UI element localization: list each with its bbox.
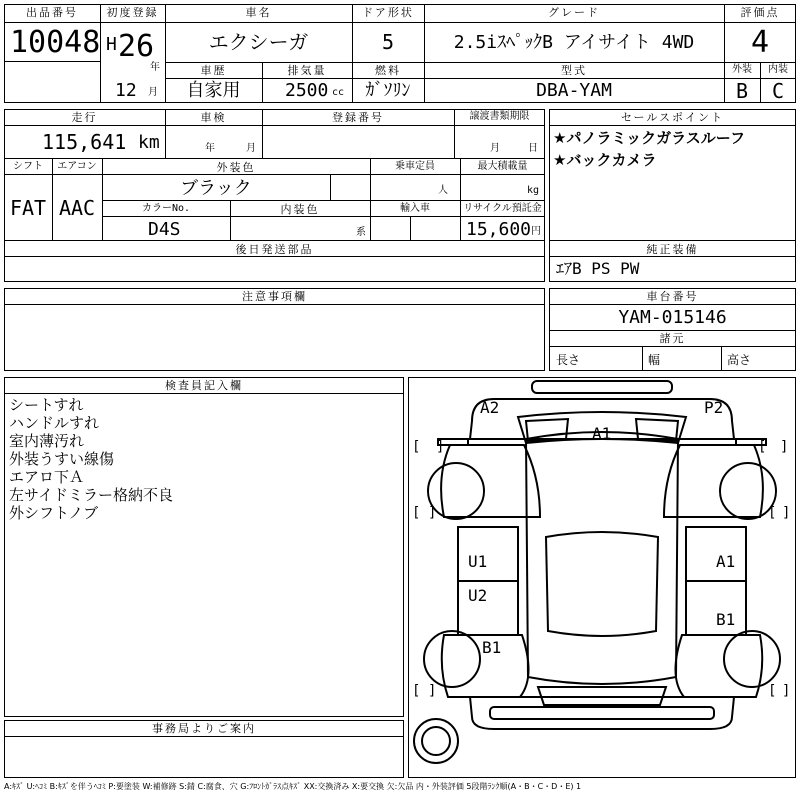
color-no-label: カラーNo.: [141, 203, 191, 214]
sales-label: セールスポイント: [620, 111, 724, 124]
reg-year: 26: [118, 29, 155, 64]
sales-point-2: ★バックカメラ: [553, 151, 657, 169]
disp-value: 2500: [285, 80, 329, 101]
svg-text:[: [: [768, 505, 777, 521]
int-color-unit: 系: [356, 227, 366, 238]
import-label: 輸入車: [400, 203, 430, 214]
ac-value: AAC: [58, 196, 96, 220]
disp-unit: cc: [332, 87, 345, 98]
load-label: 最大積載量: [477, 161, 528, 172]
shift-value: FAT: [9, 196, 47, 220]
length-label: 長さ: [556, 353, 581, 367]
capacity-label: 乗車定員: [395, 161, 435, 172]
frame-label: 車台番号: [646, 290, 699, 303]
mark-door-left-rear: U2: [468, 586, 488, 605]
svg-text:]: ]: [780, 439, 789, 455]
office-label: 事務局よりご案内: [152, 722, 256, 735]
recycle-value: 15,600: [466, 219, 532, 240]
color-label: 外装色: [216, 161, 256, 174]
svg-text:[: [: [412, 505, 421, 521]
mark-front-left: A2: [480, 398, 500, 417]
mark-rear-left: B1: [482, 638, 502, 657]
mileage-unit: km: [138, 132, 160, 153]
caution-label: 注意事項欄: [242, 290, 307, 303]
inspector-line: 室内薄汚れ: [9, 432, 85, 450]
frame-number: YAM-015146: [618, 307, 727, 328]
svg-text:[: [: [412, 683, 421, 699]
mark-door-left-front: U1: [468, 552, 488, 571]
disp-label: 排気量: [287, 64, 327, 77]
mark-rear-right: B1: [716, 610, 736, 629]
ac-label: エアコン: [57, 161, 97, 172]
name-label: 車名: [245, 6, 272, 19]
reg-label: 初度登録: [106, 6, 159, 19]
svg-text:[: [: [412, 439, 421, 455]
grade-value: 2.5iｽﾍﾟｯｸB アイサイト 4WD: [453, 32, 695, 53]
recycle-unit: 円: [531, 226, 541, 237]
car-diagram: [408, 377, 796, 778]
inspector-line: 外シフトノブ: [9, 504, 99, 522]
svg-text:[: [: [758, 439, 767, 455]
inspector-label: 検査員記入欄: [165, 379, 243, 392]
inspector-line: シートすれ: [9, 396, 84, 414]
height-label: 高さ: [727, 353, 752, 367]
transfer-month-unit: 月: [490, 143, 500, 154]
inspection-label: 車検: [200, 111, 227, 124]
inspector-line: エアロ下Ａ: [9, 468, 85, 486]
inspector-line: 左サイドミラー格納不良: [9, 486, 173, 504]
load-unit: kg: [527, 185, 540, 196]
sales-point-1: ★パノラミックガラスルーフ: [553, 129, 745, 147]
mark-front-right: P2: [704, 398, 724, 417]
int-label: 内装: [768, 64, 788, 75]
svg-text:]: ]: [782, 505, 791, 521]
door-label: ドア形状: [362, 6, 414, 19]
equip-value: ｴｱB PS PW: [556, 259, 640, 278]
inspector-notes: [9, 396, 399, 522]
lot-number: 10048: [10, 25, 101, 60]
dims-label: 諸元: [659, 332, 686, 345]
int-value: C: [771, 79, 785, 103]
fuel-value: ｶﾞｿﾘﾝ: [365, 80, 411, 101]
lot-label: 出品番号: [26, 6, 78, 19]
later-parts-label: 後日発送部品: [235, 243, 314, 256]
inspection-year-unit: 年: [205, 143, 215, 154]
grade-label: グレード: [548, 6, 600, 19]
transfer-day-unit: 日: [528, 143, 538, 154]
equip-label: 純正装備: [646, 243, 699, 256]
int-color-label: 内装色: [280, 203, 320, 216]
score-label: 評価点: [740, 6, 780, 19]
svg-text:[: [: [768, 683, 777, 699]
door-count: 5: [381, 30, 395, 54]
mileage-value: 115,641: [42, 130, 127, 154]
shift-label: シフト: [13, 161, 43, 172]
fuel-label: 燃料: [375, 64, 401, 77]
capacity-unit: 人: [438, 185, 448, 196]
svg-text:]: ]: [436, 439, 445, 455]
inspector-line: 外装うすい線傷: [9, 450, 115, 468]
history-label: 車歴: [200, 64, 227, 77]
reg-era: H: [106, 34, 117, 55]
ext-value: B: [735, 79, 749, 103]
model-label: 型式: [561, 64, 587, 77]
plate-label: 登録番号: [332, 111, 384, 124]
transfer-label: 譲渡書類期限: [469, 111, 530, 122]
svg-text:]: ]: [428, 683, 437, 699]
mark-door-right-front: A1: [716, 552, 736, 571]
reg-year-unit: 年: [150, 62, 160, 73]
model-value: DBA-YAM: [536, 80, 612, 101]
history-value: 自家用: [186, 80, 241, 101]
car-name: エクシーガ: [208, 30, 309, 54]
reg-month-unit: 月: [148, 87, 158, 98]
color-no-value: D4S: [148, 219, 181, 240]
inspector-line: ハンドルすれ: [9, 414, 100, 432]
width-label: 幅: [648, 353, 661, 367]
reg-month: 12: [115, 80, 137, 101]
color-value: ブラック: [180, 178, 252, 199]
mileage-label: 走行: [71, 111, 98, 124]
svg-text:]: ]: [428, 505, 437, 521]
svg-text:]: ]: [782, 683, 791, 699]
legend-text: A:ｷｽﾞ U:ﾍｺﾐ B:ｷｽﾞを伴うﾍｺﾐ P:要塗装 W:補修跡 S:錆 C:腐食、穴 G:ﾌﾛﾝﾄｶﾞﾗｽ点ｷｽﾞ XX:交換済み X:要交換 欠:欠品 内・外装評価 5段階ﾗﾝｸ順(A・B・C・D・E) 1: [4, 782, 582, 791]
recycle-label: リサイクル預託金: [463, 203, 542, 214]
inspection-month-unit: 月: [246, 143, 256, 154]
score-value: 4: [750, 25, 770, 60]
mark-windshield: A1: [592, 424, 612, 443]
ext-label: 外装: [732, 64, 752, 75]
